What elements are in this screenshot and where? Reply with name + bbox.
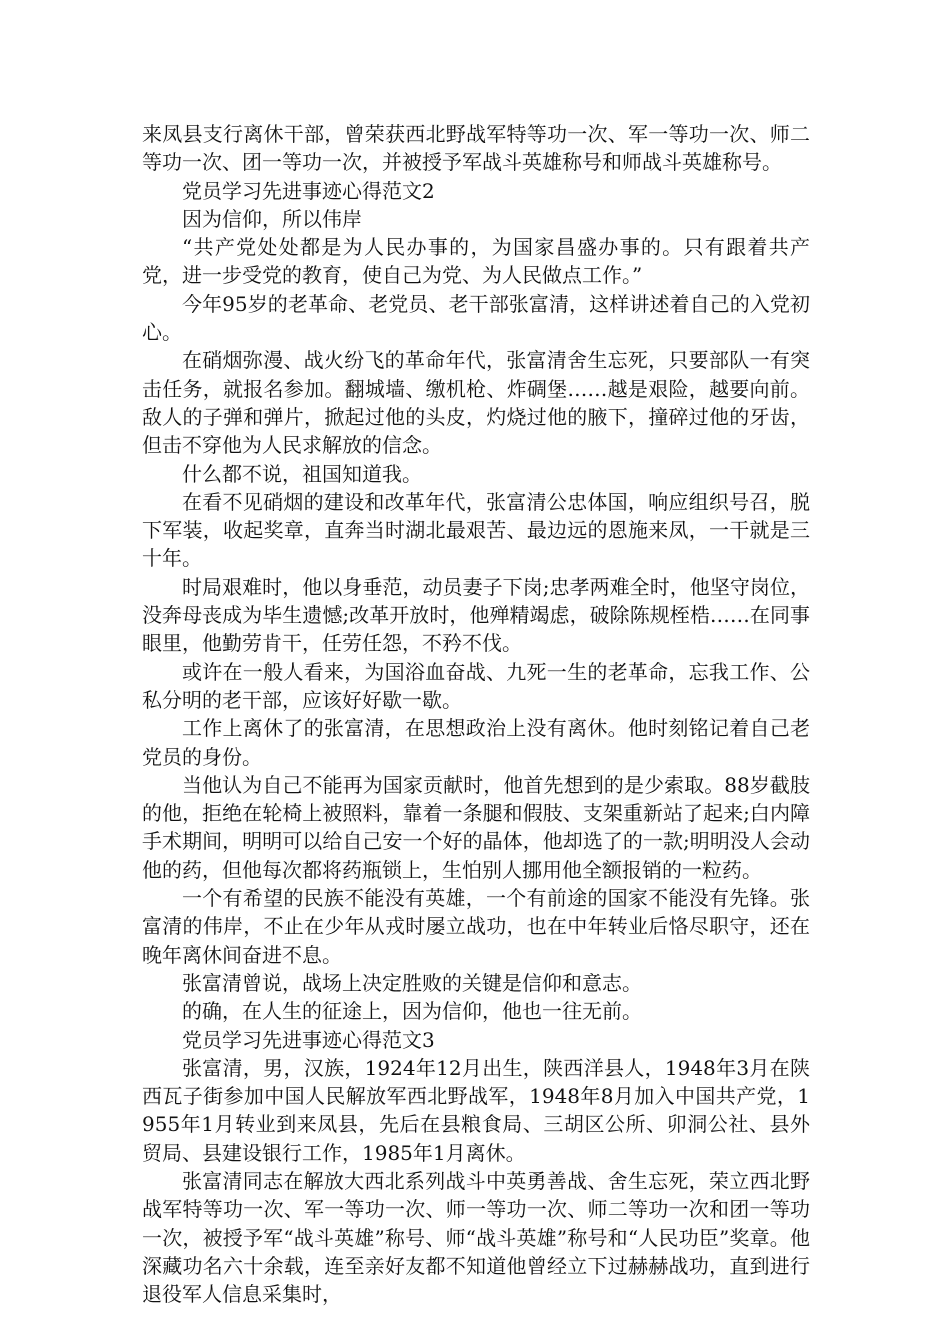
paragraph: 的确，在人生的征途上，因为信仰，他也一往无前。: [182, 999, 642, 1024]
paragraph: 在看不见硝烟的建设和改革年代，张富清公忠体国，响应组织号召，脱下军装，收起奖章，直奔当时湖北最艰苦、最边远的恩施来凤，一干就是三十年。: [142, 489, 810, 571]
paragraph: 今年95岁的老革命、老党员、老干部张富清，这样讲述着自己的入党初心。: [142, 291, 810, 345]
paragraph: 张富清同志在解放大西北系列战斗中英勇善战、舍生忘死，荣立西北野战军特等功一次、军一等功一次、师一等功一次、师二等功一次和团一等功一次，被授予军“战斗英雄”称号、师“战斗英雄”称号和“人民功臣”奖章。他深藏功名六十余载，连至亲好友都不知道他曾经立下过赫赫战功，直到进行退役军人信息采集时，: [142, 1168, 810, 1307]
paragraph: 一个有希望的民族不能没有英雄，一个有前途的国家不能没有先锋。张富清的伟岸，不止在少年从戎时屡立战功，也在中年转业后恪尽职守，还在晚年离休间奋进不息。: [142, 886, 810, 967]
paragraph-1: 来凤县支行离休干部，曾荣获西北野战军特等功一次、军一等功一次、师二等功一次、团一等功一次，并被授予军战斗英雄称号和师战斗英雄称号。: [142, 122, 810, 175]
paragraph: 什么都不说，祖国知道我。: [182, 461, 422, 486]
paragraph: 或许在一般人看来，为国浴血奋战、九死一生的老革命，忘我工作、公私分明的老干部，应该好好歇一歇。: [142, 659, 810, 712]
section-heading-3: 党员学习先进事迹心得范文3: [182, 1027, 435, 1052]
paragraph: 工作上离休了的张富清，在思想政治上没有离休。他时刻铭记着自己老党员的身份。: [142, 716, 810, 769]
paragraph: 在硝烟弥漫、战火纷飞的革命年代，张富清舍生忘死，只要部队一有突击任务，就报名参加。翻城墙、缴机枪、炸碉堡……越是艰险，越要向前。敌人的子弹和弹片，掀起过他的头皮，灼烧过他的腋下，撞碎过他的牙齿，但击不穿他为人民求解放的信念。: [142, 348, 810, 458]
paragraph: 当他认为自己不能再为国家贡献时，他首先想到的是少索取。88岁截肢的他，拒绝在轮椅上被照料，靠着一条腿和假肢、支架重新站了起来;白内障手术期间，明明可以给自己安一个好的晶体，他却选了的一款;明明没人会动他的药，但他每次都将药瓶锁上，生怕别人挪用他全额报销的一粒药。: [142, 772, 810, 882]
subtitle: 因为信仰，所以伟岸: [182, 206, 362, 231]
paragraph: 张富清曾说，战场上决定胜败的关键是信仰和意志。: [182, 970, 642, 995]
paragraph-quote: “共产党处处都是为人民办事的，为国家昌盛办事的。只有跟着共产党，进一步受党的教育，使自己为党、为人民做点工作。”: [142, 235, 810, 288]
section-heading-2: 党员学习先进事迹心得范文2: [182, 178, 435, 203]
paragraph: 张富清，男，汉族，1924年12月出生，陕西洋县人，1948年3月在陕西瓦子街参加中国人民解放军西北野战军，1948年8月加入中国共产党，1955年1月转业到来凤县，先后在县粮食局、三胡区公所、卯洞公社、县外贸局、县建设银行工作，1985年1月离休。: [142, 1055, 810, 1165]
document-body: [142, 120, 810, 1308]
paragraph: 时局艰难时，他以身垂范，动员妻子下岗;忠孝两难全时，他坚守岗位，没奔母丧成为毕生遗憾;改革开放时，他殚精竭虑，破除陈规桎梏……在同事眼里，他勤劳肯干，任劳任怨，不矜不伐。: [142, 574, 810, 656]
